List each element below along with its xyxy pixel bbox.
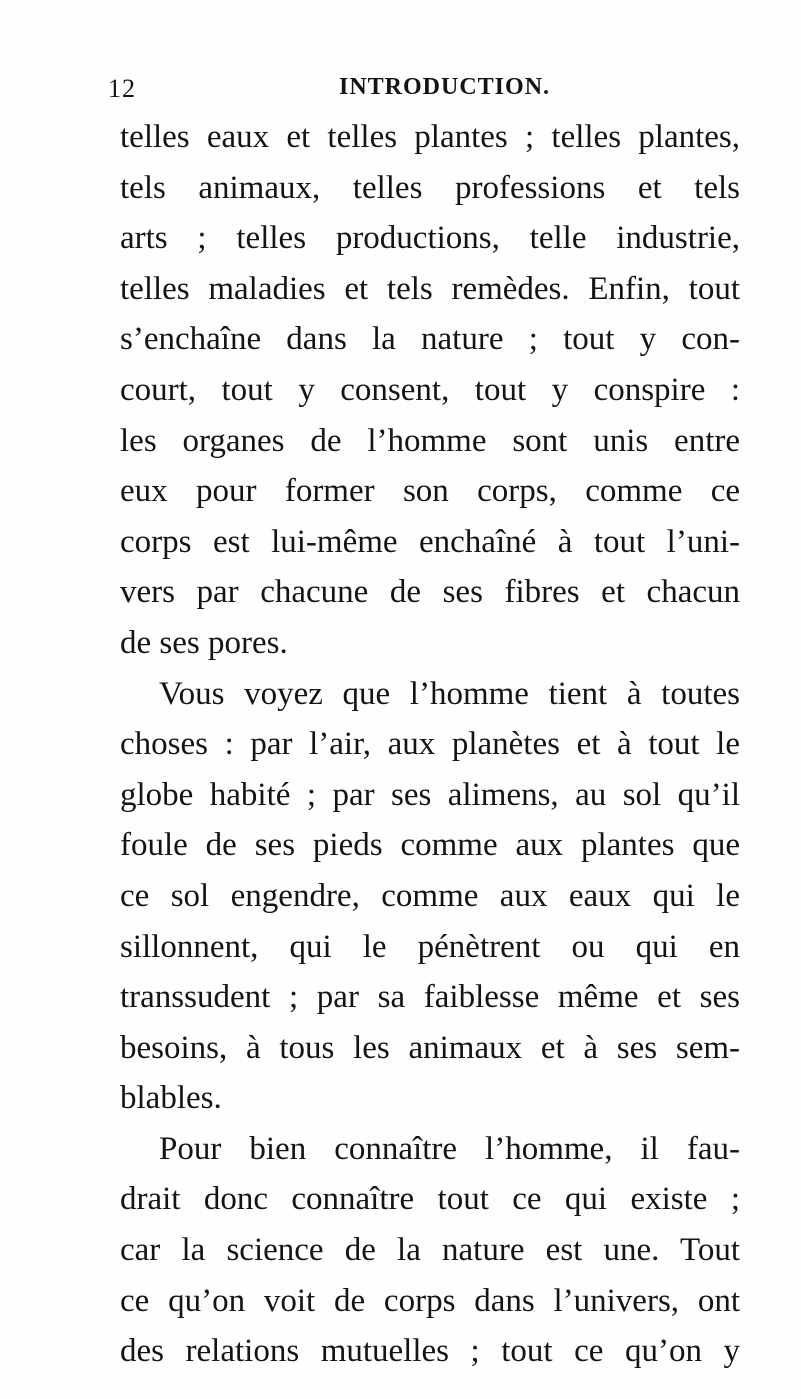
page-header xyxy=(108,74,738,114)
text-line: transsudent ; par sa faiblesse même et ses xyxy=(120,979,740,1016)
text-line: ce sol engendre, comme aux eaux qui le xyxy=(120,877,740,914)
text-line: eux pour former son corps, comme ce xyxy=(120,473,740,510)
text-line: de ses pores. xyxy=(120,624,288,661)
text-line: globe habité ; par ses alimens, au sol qu’il xyxy=(120,776,740,813)
text-line: vers par chacune de ses fibres et chacun xyxy=(120,574,740,611)
text-line: besoins, à tous les animaux et à ses sem- xyxy=(120,1029,740,1066)
text-line: sillonnent, qui le pénètrent ou qui en xyxy=(120,928,740,965)
text-line: blables. xyxy=(120,1080,222,1117)
text-line: des relations mutuelles ; tout ce qu’on y xyxy=(120,1333,740,1370)
text-line: Pour bien connaître l’homme, il fau- xyxy=(159,1130,740,1167)
text-line: foule de ses pieds comme aux plantes que xyxy=(120,827,740,864)
body-text xyxy=(120,112,740,1377)
text-line: corps est lui-même enchaîné à tout l’uni- xyxy=(120,523,740,560)
page-number: 12 xyxy=(108,74,136,103)
text-line: choses : par l’air, aux planètes et à tout le xyxy=(120,726,740,763)
text-line: arts ; telles productions, telle industrie, xyxy=(120,220,740,257)
text-line: drait donc connaître tout ce qui existe ; xyxy=(120,1181,740,1218)
running-head: INTRODUCTION. xyxy=(339,74,551,100)
text-line: telles eaux et telles plantes ; telles plantes, xyxy=(120,119,740,155)
text-line: tels animaux, telles professions et tels xyxy=(120,169,740,206)
text-line: s’enchaîne dans la nature ; tout y con- xyxy=(120,321,740,358)
text-line: telles maladies et tels remèdes. Enfin, tout xyxy=(120,270,740,307)
text-line: Vous voyez que l’homme tient à toutes xyxy=(159,675,740,712)
text-line: court, tout y consent, tout y conspire : xyxy=(120,371,740,408)
text-line: ce qu’on voit de corps dans l’univers, ont xyxy=(120,1282,740,1319)
text-line: les organes de l’homme sont unis entre xyxy=(120,422,740,459)
text-line: car la science de la nature est une. Tout xyxy=(120,1232,740,1269)
